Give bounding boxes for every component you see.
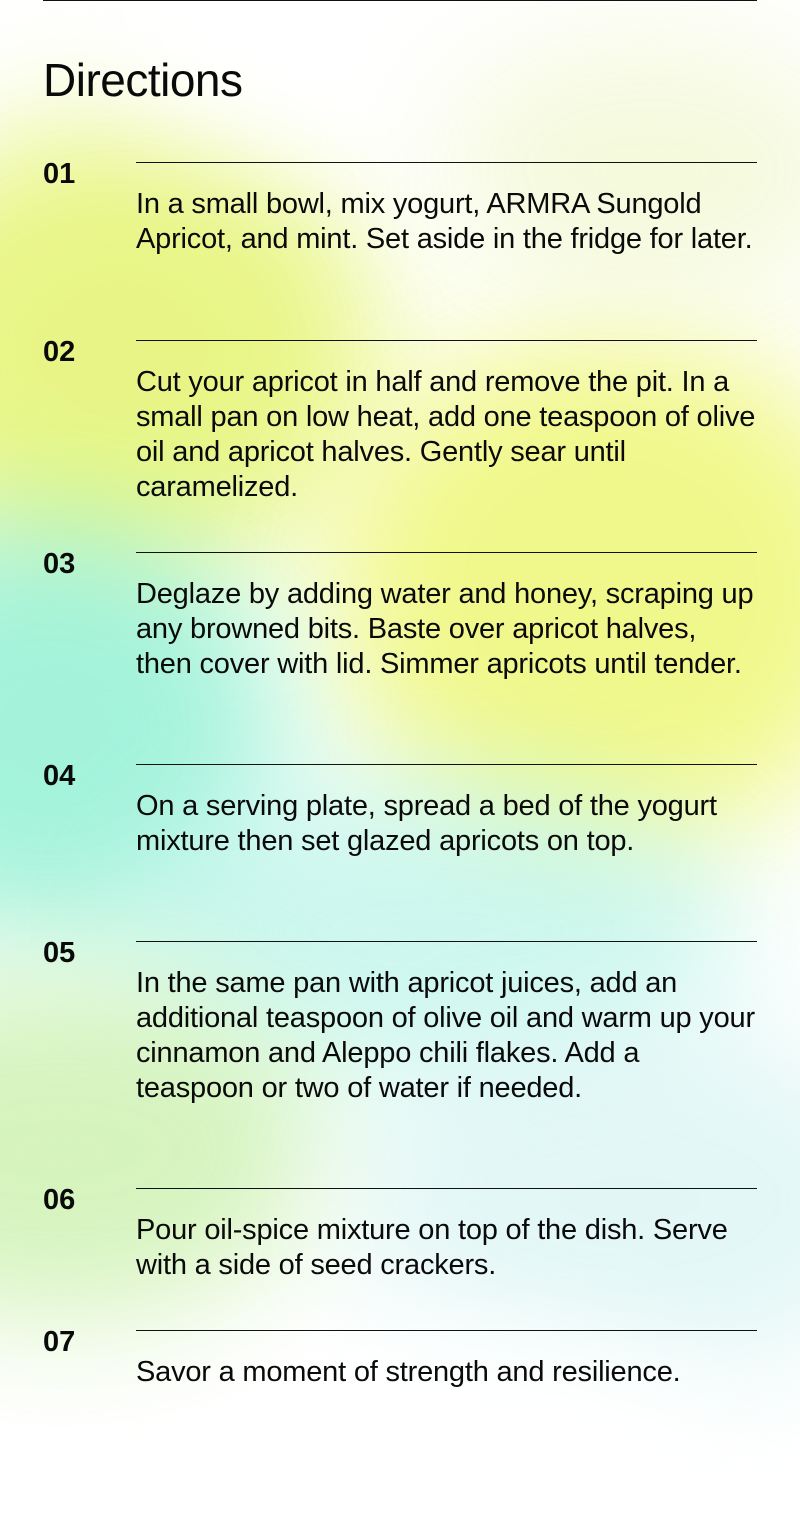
step-item: [43, 548, 757, 764]
step-item: [43, 1326, 757, 1450]
step-number: 01: [43, 158, 76, 190]
step-text: Cut your apricot in half and remove the pit. In a small pan on low heat, add one teaspoon of olive oil and apricot halves. Gently sear until caramelized.: [136, 340, 757, 505]
step-item: [43, 760, 757, 941]
step-text: In a small bowl, mix yogurt, ARMRA Sungold Apricot, and mint. Set aside in the fridge for later.: [136, 162, 757, 257]
step-text: On a serving plate, spread a bed of the yogurt mixture then set glazed apricots on top.: [136, 764, 757, 859]
step-text: Savor a moment of strength and resilience.: [136, 1330, 757, 1390]
step-item: [43, 336, 757, 552]
step-number: 05: [43, 937, 76, 969]
step-number: 07: [43, 1326, 76, 1358]
step-item: [43, 158, 757, 340]
step-item: [43, 1184, 757, 1330]
page-title: Directions: [43, 54, 243, 106]
step-number: 06: [43, 1184, 76, 1216]
step-text: Pour oil-spice mixture on top of the dish. Serve with a side of seed crackers.: [136, 1188, 757, 1283]
step-number: 03: [43, 548, 76, 580]
step-number: 04: [43, 760, 76, 792]
step-text: Deglaze by adding water and honey, scraping up any browned bits. Baste over apricot halves, then cover with lid. Simmer apricots until tender.: [136, 552, 757, 682]
step-number: 02: [43, 336, 76, 368]
step-item: [43, 937, 757, 1188]
step-text: In the same pan with apricot juices, add an additional teaspoon of olive oil and warm up your cinnamon and Aleppo chili flakes. Add a teaspoon or two of water if needed.: [136, 941, 757, 1106]
